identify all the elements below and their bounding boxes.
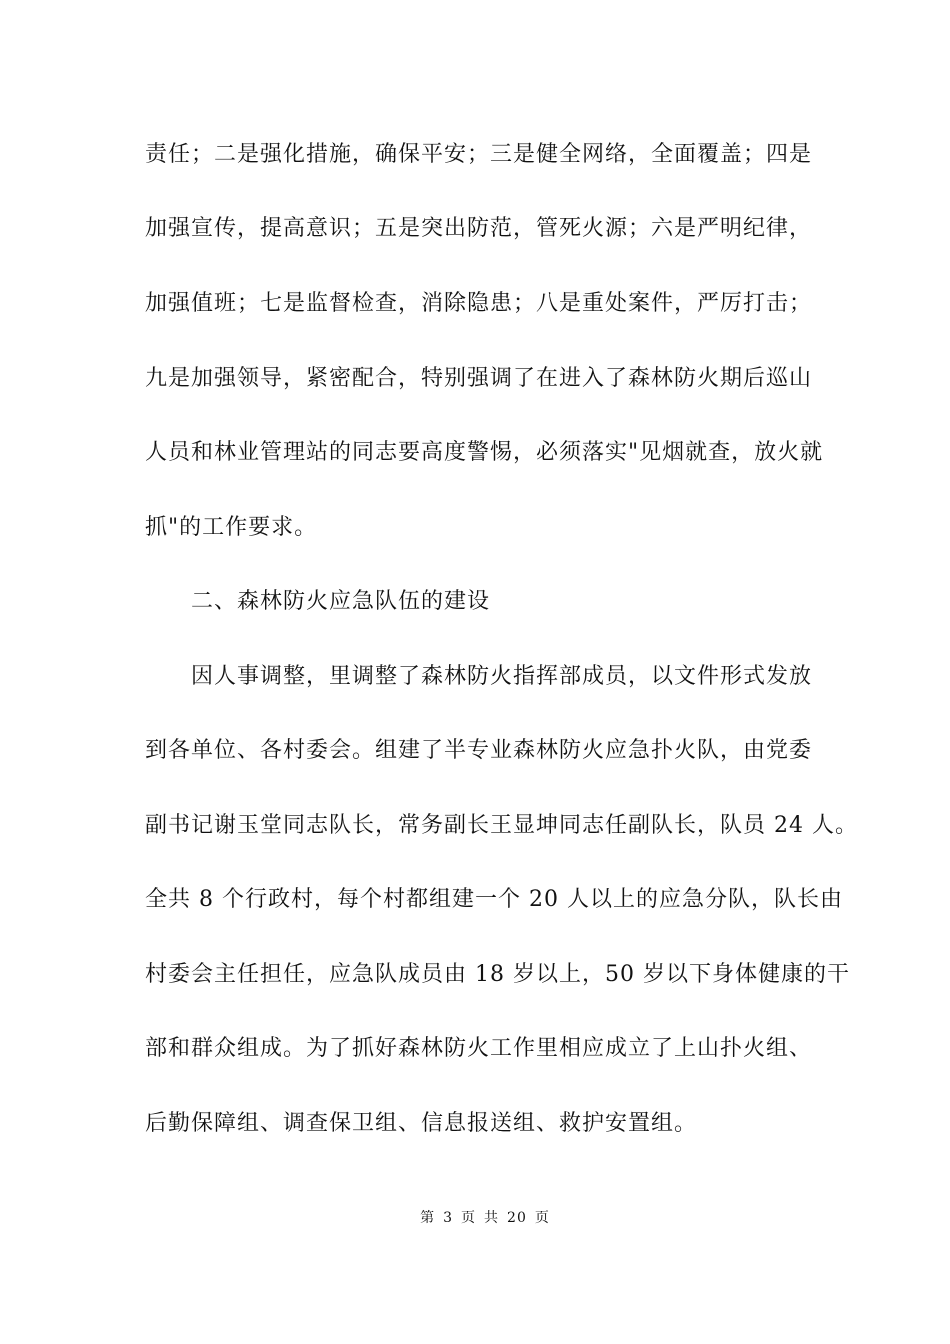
text-line: 加强值班；七是监督检查，消除隐患；八是重处案件，严厉打击； bbox=[145, 291, 813, 316]
current-page-number: 3 bbox=[443, 1210, 454, 1226]
page-footer bbox=[0, 1208, 950, 1228]
text-line: 加强宣传，提高意识；五是突出防范，管死火源；六是严明纪律， bbox=[145, 216, 813, 241]
text-line: 责任；二是强化措施，确保平安；三是健全网络，全面覆盖；四是 bbox=[145, 142, 813, 167]
text-line: 副书记谢玉堂同志队长，常务副长王显坤同志任副队长，队员 24 人。 bbox=[145, 813, 858, 838]
text-line: 抓"的工作要求。 bbox=[145, 515, 318, 540]
section-heading: 二、森林防火应急队伍的建设 bbox=[191, 589, 491, 614]
footer-page-word: 页 bbox=[461, 1210, 477, 1226]
total-pages-number: 20 bbox=[507, 1210, 527, 1226]
text-line: 全共 8 个行政村，每个村都组建一个 20 人以上的应急分队，队长由 bbox=[145, 887, 843, 912]
text-line: 人员和林业管理站的同志要高度警惕，必须落实"见烟就查，放火就 bbox=[145, 440, 824, 465]
text-line: 因人事调整，里调整了森林防火指挥部成员，以文件形式发放 bbox=[191, 664, 813, 689]
text-line: 后勤保障组、调查保卫组、信息报送组、救护安置组。 bbox=[145, 1111, 698, 1136]
text-line: 村委会主任担任，应急队成员由 18 岁以上，50 岁以下身体健康的干 bbox=[145, 962, 850, 987]
footer-total-word: 共 bbox=[484, 1210, 500, 1226]
text-line: 部和群众组成。为了抓好森林防火工作里相应成立了上山扑火组、 bbox=[145, 1036, 813, 1061]
footer-suffix: 页 bbox=[534, 1210, 550, 1226]
footer-prefix: 第 bbox=[420, 1210, 436, 1226]
text-line: 九是加强领导，紧密配合，特别强调了在进入了森林防火期后巡山 bbox=[145, 366, 813, 391]
text-line: 到各单位、各村委会。组建了半专业森林防火应急扑火队，由党委 bbox=[145, 738, 813, 763]
